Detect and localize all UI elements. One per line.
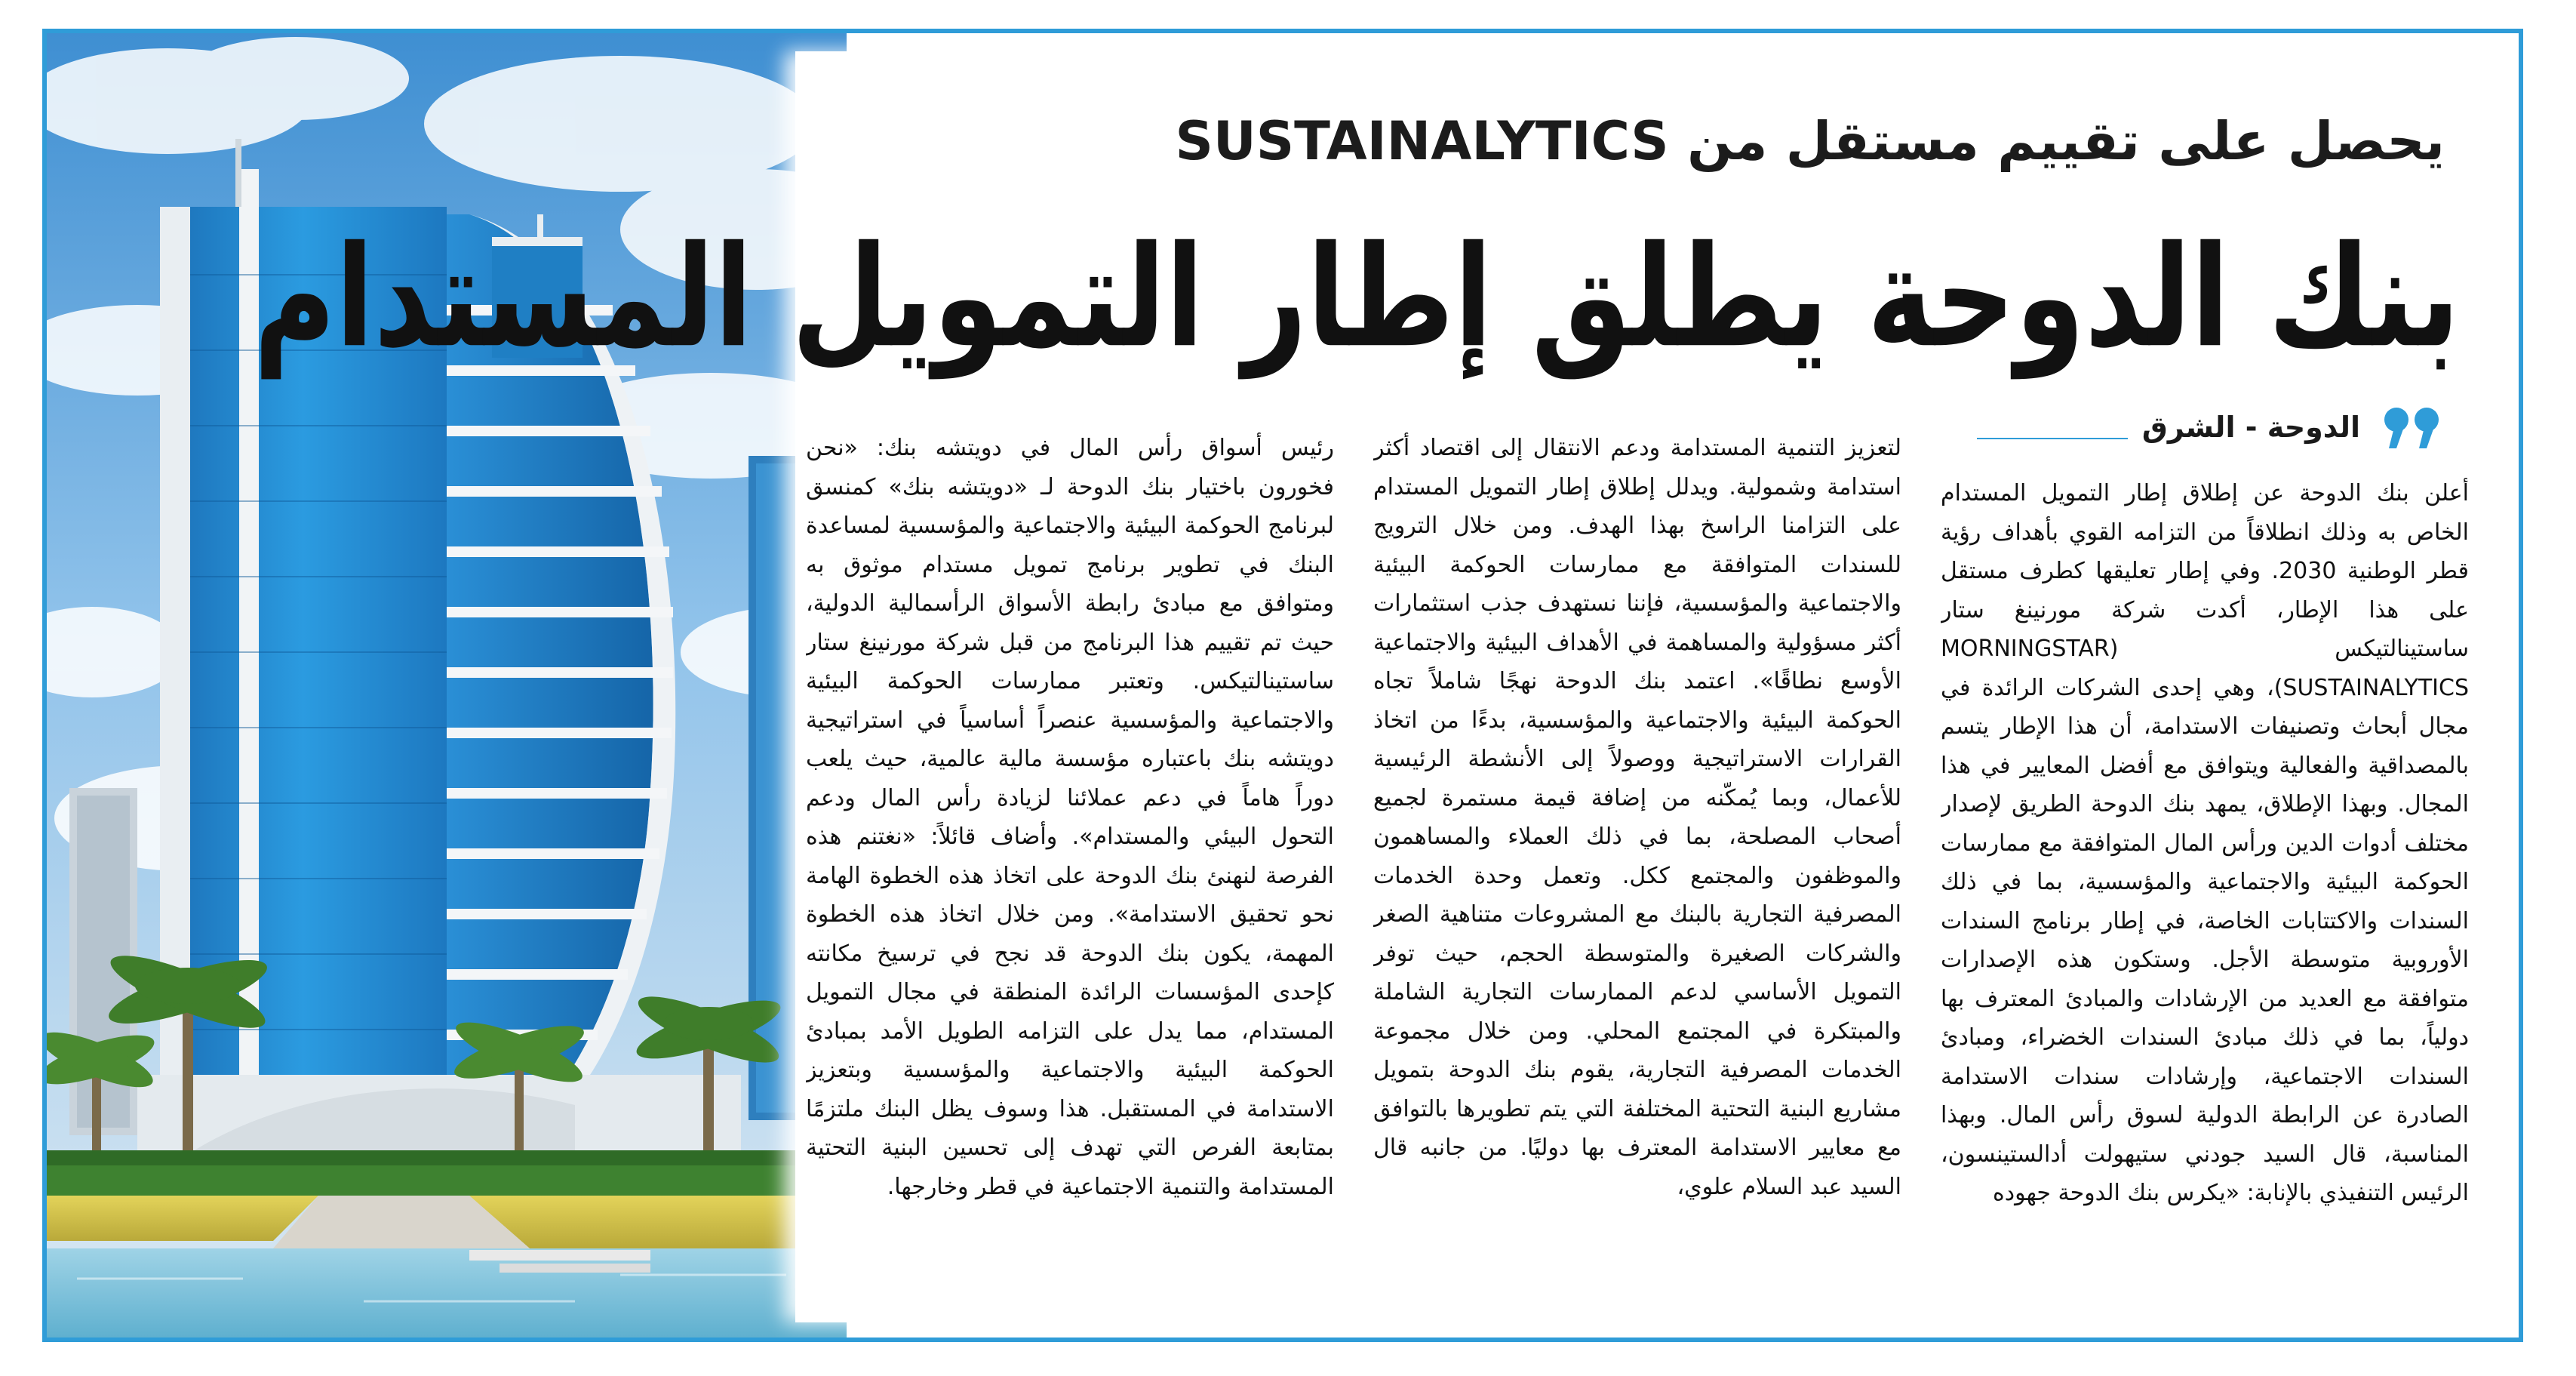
byline-location: الدوحة - الشرق <box>2141 411 2360 444</box>
byline-rule <box>1977 438 2128 439</box>
byline <box>1977 405 2445 453</box>
article-headline: بنك الدوحة يطلق إطار التمويل المستدام <box>254 216 2460 378</box>
article-column-2: لتعزيز التنمية المستدامة ودعم الانتقال إلى اقتصاد أكثر استدامة وشمولية. ويدلل إطلاق إطار التمويل المستدام على التزامنا الراسخ بهذا الهدف. ومن خلال الترويج للسندات المتوافقة مع ممارسات الحوكمة البيئية والاجتماعية والمؤسسية، فإننا نستهدف جذب استثمارات أكثر مسؤولية والمساهمة في الأهداف البيئية والاجتماعية الأوسع نطاقًا». اعتمد بنك الدوحة نهجًا شاملاً تجاه الحوكمة البيئية والاجتماعية والمؤسسية، بدءًا من اتخاذ القرارات الاستراتيجية ووصولاً إلى الأنشطة الرئيسية للأعمال، وبما يُمكّنه من إضافة قيمة مستمرة لجميع أصحاب المصلحة، بما في ذلك العملاء والمساهمون والموظفون والمجتمع ككل. وتعمل وحدة الخدمات المصرفية التجارية بالبنك مع المشروعات متناهية الصغر والشركات الصغيرة والمتوسطة الحجم، حيث توفر التمويل الأساسي لدعم الممارسات التجارية الشاملة والمبتكرة في المجتمع المحلي. ومن خلال مجموعة الخدمات المصرفية التجارية، يقوم بنك الدوحة بتمويل مشاريع البنية التحتية المختلفة التي يتم تطويرها بالتوافق مع معايير الاستدامة المعترف بها دوليًا. من جانبه قال السيد عبد السلام علوي، <box>1373 435 1901 1200</box>
article-kicker: يحصل على تقييم مستقل من SUSTAINALYTICS <box>1175 110 2445 172</box>
article-column-1: أعلن بنك الدوحة عن إطلاق إطار التمويل المستدام الخاص به وذلك انطلاقاً من التزامه القوي بأهداف رؤية قطر الوطنية 2030. وفي إطار تعليقها كطرف مستقل على هذا الإطار، أكدت شركة مورنينغ ستار ساستينالتيكس (MORNINGSTAR SUSTAINALYTICS)، وهي إحدى الشركات الرائدة في مجال أبحاث وتصنيفات الاستدامة، أن هذا الإطار يتسم بالمصداقية والفعالية ويتوافق مع أفضل المعايير في هذا المجال. وبهذا الإطلاق، يمهد بنك الدوحة الطريق لإصدار مختلف أدوات الدين ورأس المال المتوافقة مع ممارسات الحوكمة البيئية والاجتماعية والمؤسسية، بما في ذلك السندات والاكتتابات الخاصة، في إطار برنامج السندات الأوروبية متوسطة الأجل. وستكون هذه الإصدارات متوافقة مع العديد من الإرشادات والمبادئ المعترف بها دولياً، بما في ذلك مبادئ السندات الخضراء، ومبادئ السندات الاجتماعية، وإرشادات سندات الاستدامة الصادرة عن الرابطة الدولية لسوق رأس المال. وبهذا المناسبة، قال السيد جودني ستيهولت أدالستينسون، الرئيس التنفيذي بالإنابة: «يكرس بنك الدوحة جهوده <box>1941 480 2469 1206</box>
article-panel <box>254 51 2505 1322</box>
article-frame <box>42 29 2523 1342</box>
article-column-3: رئيس أسواق رأس المال في دويتشه بنك: «نحن فخورون باختيار بنك الدوحة لـ «دويتشه بنك» كمنسق لبرنامج الحوكمة البيئية والاجتماعية والمؤسسية لمساعدة البنك في تطوير برنامج تمويل مستدام موثوق به ومتوافق مع مبادئ رابطة الأسواق الرأسمالية الدولية، حيث تم تقييم هذا البرنامج من قبل شركة مورنينغ ستار ساستينالتيكس. وتعتبر ممارسات الحوكمة البيئية والاجتماعية والمؤسسية عنصراً أساسياً في استراتيجية دويتشه بنك باعتباره مؤسسة مالية عالمية، حيث يلعب دوراً هاماً في دعم عملائنا لزيادة رأس المال ودعم التحول البيئي والمستدام». وأضاف قائلاً: «نغتنم هذه الفرصة لنهنئ بنك الدوحة على اتخاذ هذه الخطوة الهامة نحو تحقيق الاستدامة». ومن خلال اتخاذ هذه الخطوة المهمة، يكون بنك الدوحة قد نجح في ترسيخ مكانته كإحدى المؤسسات الرائدة المنطقة في مجال التمويل المستدام، مما يدل على التزامه الطويل الأمد بمبادئ الحوكمة البيئية والاجتماعية والمؤسسية وبتعزيز الاستدامة في المستقبل. هذا وسوف يظل البنك ملتزمًا بمتابعة الفرص التي تهدف إلى تحسين البنية التحتية المستدامة والتنمية الاجتماعية في قطر وخارجها. <box>806 435 1334 1200</box>
quote-icon <box>2383 405 2445 450</box>
